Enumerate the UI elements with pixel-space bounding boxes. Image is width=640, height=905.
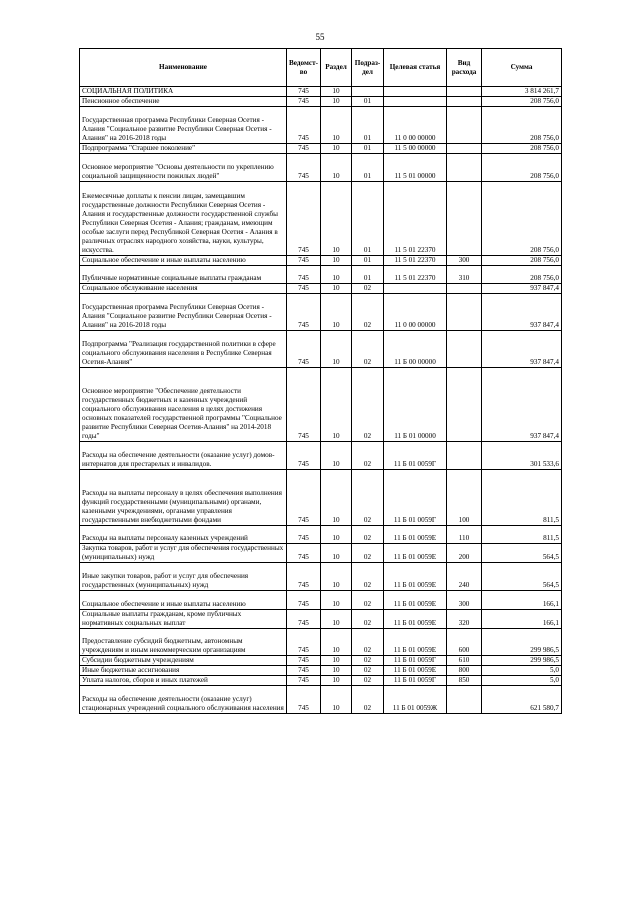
cell-name: Пенсионное обеспечение [80, 97, 287, 107]
cell-amount: 5,0 [482, 666, 562, 676]
cell-dept: 745 [287, 442, 321, 470]
cell-section: 10 [321, 526, 352, 544]
cell-dept: 745 [287, 107, 321, 144]
cell-expense-type [447, 144, 482, 154]
cell-amount: 299 986,5 [482, 656, 562, 666]
cell-dept: 745 [287, 266, 321, 284]
table-row [80, 544, 562, 563]
cell-dept: 745 [287, 629, 321, 656]
header-expense-type: Вид расхода [447, 49, 482, 87]
cell-section: 10 [321, 591, 352, 610]
cell-name: Расходы на выплаты персоналу казенных учреждений [80, 526, 287, 544]
cell-subsection: 02 [352, 284, 384, 294]
table-row [80, 629, 562, 656]
cell-name: Социальное обеспечение и иные выплаты населению [80, 256, 287, 266]
cell-target: 11 Б 01 0059Г [384, 656, 447, 666]
cell-amount: 208 756,0 [482, 256, 562, 266]
cell-subsection: 02 [352, 442, 384, 470]
cell-target: 11 Б 01 0059Г [384, 470, 447, 526]
cell-name: Расходы на выплаты персоналу в целях обеспечения выполнения функций государственными (муниципальными) органами, казенными учреждениями, органами управления государственными внебюджетными фондами [80, 470, 287, 526]
cell-dept: 745 [287, 256, 321, 266]
cell-amount: 937 847,4 [482, 284, 562, 294]
cell-name: СОЦИАЛЬНАЯ ПОЛИТИКА [80, 87, 287, 97]
cell-expense-type: 610 [447, 656, 482, 666]
cell-subsection: 02 [352, 368, 384, 442]
cell-dept: 745 [287, 470, 321, 526]
cell-name: Иные закупки товаров, работ и услуг для обеспечения государственных (муниципальных) нужд [80, 563, 287, 591]
cell-target: 11 Б 01 0059Г [384, 676, 447, 686]
cell-subsection: 02 [352, 526, 384, 544]
cell-name: Основное мероприятие "Обеспечение деятельности государственных бюджетных и казенных учреждений социального обслуживания населения в целях достижения основных показателей государственной программы "Социальное развитие Республики Северная Осетия-Алания" на 2014-2018 годы" [80, 368, 287, 442]
cell-section: 10 [321, 563, 352, 591]
cell-amount: 166,1 [482, 591, 562, 610]
table-row [80, 591, 562, 610]
cell-target: 11 0 00 00000 [384, 294, 447, 331]
cell-target [384, 97, 447, 107]
cell-dept: 745 [287, 144, 321, 154]
cell-target [384, 87, 447, 97]
cell-dept: 745 [287, 686, 321, 714]
cell-amount: 208 756,0 [482, 97, 562, 107]
header-amount: Сумма [482, 49, 562, 87]
table-row [80, 294, 562, 331]
table-row [80, 666, 562, 676]
cell-name: Социальные выплаты гражданам, кроме публичных нормативных социальных выплат [80, 610, 287, 629]
cell-expense-type [447, 442, 482, 470]
cell-section: 10 [321, 610, 352, 629]
cell-amount: 5,0 [482, 676, 562, 686]
cell-section: 10 [321, 266, 352, 284]
cell-expense-type [447, 87, 482, 97]
cell-section: 10 [321, 544, 352, 563]
cell-target: 11 0 00 00000 [384, 107, 447, 144]
cell-amount: 621 580,7 [482, 686, 562, 714]
cell-subsection: 02 [352, 686, 384, 714]
cell-amount: 208 756,0 [482, 266, 562, 284]
cell-expense-type [447, 331, 482, 368]
cell-expense-type [447, 107, 482, 144]
table-row [80, 87, 562, 97]
cell-dept: 745 [287, 610, 321, 629]
cell-target: 11 Б 01 0059Е [384, 591, 447, 610]
cell-dept: 745 [287, 154, 321, 182]
cell-amount: 208 756,0 [482, 107, 562, 144]
cell-section: 10 [321, 284, 352, 294]
cell-subsection: 02 [352, 666, 384, 676]
cell-amount: 564,5 [482, 544, 562, 563]
header-section: Раздел [321, 49, 352, 87]
cell-expense-type: 240 [447, 563, 482, 591]
table-row [80, 442, 562, 470]
cell-dept: 745 [287, 331, 321, 368]
table-row [80, 266, 562, 284]
cell-dept: 745 [287, 676, 321, 686]
table-row [80, 368, 562, 442]
cell-section: 10 [321, 97, 352, 107]
table-row [80, 470, 562, 526]
cell-expense-type [447, 284, 482, 294]
cell-dept: 745 [287, 656, 321, 666]
cell-name: Публичные нормативные социальные выплаты гражданам [80, 266, 287, 284]
cell-dept: 745 [287, 563, 321, 591]
page-number: 55 [315, 32, 325, 42]
cell-amount: 937 847,4 [482, 294, 562, 331]
cell-subsection: 02 [352, 656, 384, 666]
cell-subsection: 02 [352, 610, 384, 629]
cell-amount: 208 756,0 [482, 144, 562, 154]
cell-subsection: 02 [352, 676, 384, 686]
cell-section: 10 [321, 107, 352, 144]
table-row [80, 144, 562, 154]
budget-table [79, 48, 562, 714]
cell-target: 11 Б 01 0059Е [384, 563, 447, 591]
cell-amount: 3 814 261,7 [482, 87, 562, 97]
cell-expense-type: 300 [447, 591, 482, 610]
cell-name: Государственная программа Республики Северная Осетия - Алания "Социальное развитие Республики Северная Осетия - Алания" на 2016-2018 годы [80, 294, 287, 331]
cell-expense-type [447, 368, 482, 442]
cell-dept: 745 [287, 368, 321, 442]
cell-dept: 745 [287, 182, 321, 256]
cell-subsection: 02 [352, 544, 384, 563]
cell-subsection: 02 [352, 629, 384, 656]
cell-subsection: 02 [352, 563, 384, 591]
cell-subsection: 01 [352, 182, 384, 256]
cell-section: 10 [321, 470, 352, 526]
cell-section: 10 [321, 331, 352, 368]
cell-amount: 564,5 [482, 563, 562, 591]
cell-subsection: 01 [352, 154, 384, 182]
cell-expense-type: 300 [447, 256, 482, 266]
cell-target: 11 Б 01 0059Е [384, 544, 447, 563]
cell-target: 11 5 01 22370 [384, 256, 447, 266]
cell-amount: 208 756,0 [482, 182, 562, 256]
cell-target [384, 284, 447, 294]
table-row [80, 107, 562, 144]
cell-name: Ежемесячные доплаты к пенсии лицам, замещавшим государственные должности Республики Северная Осетия - Алания и государственные должности государственной службы Республики Северная Осетия - Алания; гражданам, имеющим особые заслуги перед Республикой Северная Осетия - Алания в различных отраслях народного хозяйства, науки, культуры, искусства. [80, 182, 287, 256]
cell-section: 10 [321, 294, 352, 331]
cell-target: 11 5 01 00000 [384, 154, 447, 182]
cell-section: 10 [321, 442, 352, 470]
cell-name: Уплата налогов, сборов и иных платежей [80, 676, 287, 686]
table-header-row [80, 49, 562, 87]
cell-subsection: 02 [352, 470, 384, 526]
cell-name: Расходы на обеспечение деятельности (оказание услуг) стационарных учреждений социального обслуживания населения [80, 686, 287, 714]
cell-section: 10 [321, 144, 352, 154]
cell-target: 11 Б 01 00000 [384, 368, 447, 442]
cell-name: Расходы на обеспечение деятельности (оказание услуг) домов-интернатов для престарелых и инвалидов. [80, 442, 287, 470]
cell-amount: 301 533,6 [482, 442, 562, 470]
cell-target: 11 Б 00 00000 [384, 331, 447, 368]
cell-section: 10 [321, 256, 352, 266]
cell-name: Подпрограмма "Реализация государственной политики в сфере социального обслуживания населения в Республике Северная Осетия-Алания" [80, 331, 287, 368]
cell-name: Предоставление субсидий бюджетным, автономным учреждениям и иным некоммерческим организациям [80, 629, 287, 656]
cell-dept: 745 [287, 284, 321, 294]
table-row [80, 284, 562, 294]
table-row [80, 656, 562, 666]
table-row [80, 676, 562, 686]
cell-name: Иные бюджетные ассигнования [80, 666, 287, 676]
cell-expense-type [447, 97, 482, 107]
cell-expense-type [447, 686, 482, 714]
cell-expense-type: 320 [447, 610, 482, 629]
header-dept: Ведомст-во [287, 49, 321, 87]
table-row [80, 182, 562, 256]
cell-target: 11 Б 01 0059Г [384, 442, 447, 470]
table-row [80, 154, 562, 182]
cell-subsection [352, 87, 384, 97]
cell-name: Социальное обеспечение и иные выплаты населению [80, 591, 287, 610]
cell-expense-type [447, 294, 482, 331]
table-row [80, 256, 562, 266]
cell-section: 10 [321, 656, 352, 666]
cell-name: Государственная программа Республики Северная Осетия - Алания "Социальное развитие Республики Северная Осетия - Алания" на 2016-2018 годы [80, 107, 287, 144]
cell-subsection: 01 [352, 256, 384, 266]
table-row [80, 563, 562, 591]
cell-expense-type: 850 [447, 676, 482, 686]
cell-section: 10 [321, 666, 352, 676]
table-row [80, 97, 562, 107]
cell-name: Подпрограмма "Старшее поколение" [80, 144, 287, 154]
cell-dept: 745 [287, 87, 321, 97]
cell-dept: 745 [287, 526, 321, 544]
cell-target: 11 Б 01 0059Е [384, 666, 447, 676]
cell-dept: 745 [287, 97, 321, 107]
cell-amount: 937 847,4 [482, 331, 562, 368]
cell-subsection: 01 [352, 97, 384, 107]
cell-name: Субсидии бюджетным учреждениям [80, 656, 287, 666]
cell-expense-type: 310 [447, 266, 482, 284]
cell-target: 11 5 01 22370 [384, 182, 447, 256]
header-name: Наименование [80, 49, 287, 87]
cell-expense-type: 110 [447, 526, 482, 544]
cell-target: 11 Б 01 0059Е [384, 629, 447, 656]
cell-section: 10 [321, 686, 352, 714]
cell-subsection: 01 [352, 266, 384, 284]
cell-name: Социальное обслуживание населения [80, 284, 287, 294]
cell-section: 10 [321, 87, 352, 97]
cell-amount: 208 756,0 [482, 154, 562, 182]
header-subsection: Подраз-дел [352, 49, 384, 87]
cell-dept: 745 [287, 666, 321, 676]
cell-amount: 166,1 [482, 610, 562, 629]
cell-section: 10 [321, 629, 352, 656]
cell-amount: 937 847,4 [482, 368, 562, 442]
cell-subsection: 02 [352, 294, 384, 331]
table-row [80, 526, 562, 544]
cell-expense-type [447, 182, 482, 256]
cell-target: 11 Б 01 0059Е [384, 610, 447, 629]
cell-subsection: 01 [352, 144, 384, 154]
header-target: Целевая статья [384, 49, 447, 87]
cell-subsection: 02 [352, 331, 384, 368]
cell-target: 11 5 01 22370 [384, 266, 447, 284]
cell-section: 10 [321, 154, 352, 182]
cell-amount: 811,5 [482, 470, 562, 526]
cell-expense-type: 100 [447, 470, 482, 526]
table-row [80, 331, 562, 368]
cell-amount: 811,5 [482, 526, 562, 544]
cell-target: 11 Б 01 0059Е [384, 526, 447, 544]
cell-dept: 745 [287, 544, 321, 563]
cell-dept: 745 [287, 294, 321, 331]
cell-name: Закупка товаров, работ и услуг для обеспечения государственных (муниципальных) нужд [80, 544, 287, 563]
cell-name: Основное мероприятие "Основы деятельности по укреплению социальной защищенности пожилых людей" [80, 154, 287, 182]
cell-amount: 299 986,5 [482, 629, 562, 656]
cell-section: 10 [321, 368, 352, 442]
cell-subsection: 01 [352, 107, 384, 144]
table-row [80, 686, 562, 714]
cell-expense-type: 200 [447, 544, 482, 563]
cell-expense-type [447, 154, 482, 182]
cell-dept: 745 [287, 591, 321, 610]
cell-section: 10 [321, 676, 352, 686]
cell-section: 10 [321, 182, 352, 256]
table-row [80, 610, 562, 629]
cell-target: 11 Б 01 0059Ж [384, 686, 447, 714]
cell-target: 11 5 00 00000 [384, 144, 447, 154]
cell-expense-type: 800 [447, 666, 482, 676]
cell-expense-type: 600 [447, 629, 482, 656]
cell-subsection: 02 [352, 591, 384, 610]
